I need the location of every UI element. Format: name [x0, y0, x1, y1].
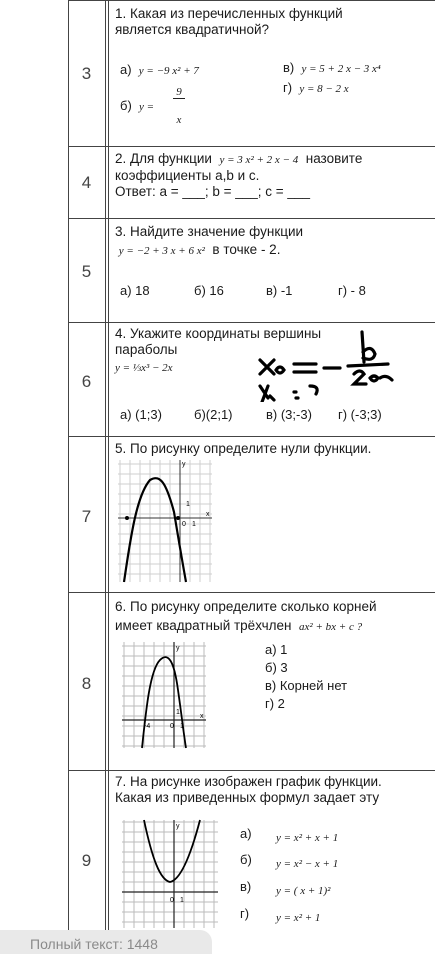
option-b: [120, 98, 154, 113]
row-number: 5: [81, 262, 92, 281]
row-number: 4: [81, 173, 92, 192]
tick-label: 1: [186, 501, 190, 508]
option-label: а): [120, 62, 132, 77]
question-text: назовите: [305, 151, 363, 166]
question-text: 1. Какая из перечисленных функций: [115, 6, 343, 21]
fraction-denominator: x: [176, 114, 182, 126]
tick-label: 1: [180, 723, 184, 730]
tick-label: 1: [180, 897, 184, 904]
parabola-graph: [120, 818, 220, 930]
option-b-formula: y = x² − x + 1: [276, 858, 339, 870]
option-c-label: в): [240, 879, 252, 894]
row-number: 6: [81, 372, 92, 391]
full-text-label: Полный текст: 1448: [30, 936, 158, 952]
option-c-formula: y = ( x + 1)²: [276, 885, 331, 897]
parabola-graph: [120, 640, 208, 750]
option-b: б)(2;1): [194, 407, 233, 422]
row-number: 9: [81, 851, 92, 870]
question-text: в точке - 2.: [212, 242, 281, 257]
formula: y =: [139, 101, 155, 113]
axis-label: y: [176, 823, 180, 830]
question-text: 6. По рисунку определите сколько корней: [115, 599, 377, 614]
zero-point: [176, 516, 180, 520]
option-a: а) (1;3): [120, 407, 162, 422]
full-text-badge[interactable]: [0, 930, 212, 954]
row-number: 7: [81, 507, 92, 526]
option-c: в) Корней нет: [265, 678, 348, 693]
option-d: г) - 8: [338, 283, 366, 298]
row-border: [68, 592, 435, 593]
formula: y = −9 x² + 7: [138, 65, 199, 77]
question-text: Какая из приведенных формул задает эту: [115, 790, 380, 805]
formula: y = ⅓x³ − 2x: [115, 362, 173, 374]
parabola-graph: [116, 456, 214, 584]
question-7: [115, 774, 382, 806]
option-label: г): [283, 80, 293, 95]
axis-label: x: [206, 511, 210, 518]
option-d: г) 2: [265, 696, 285, 711]
option-c: в) -1: [266, 283, 293, 298]
axis-label: x: [200, 713, 204, 720]
formula: y = 3 x² + 2 x − 4: [219, 154, 299, 166]
question-6: [115, 597, 377, 637]
option-c: [283, 60, 381, 75]
option-b-label: б): [240, 852, 252, 867]
question-text: 2. Для функции: [115, 151, 212, 166]
column-border: [68, 0, 69, 948]
question-text: параболы: [115, 342, 178, 357]
column-border: [108, 0, 109, 948]
row-number: 3: [81, 64, 92, 83]
formula: y = −2 + 3 x + 6 x²: [118, 245, 205, 257]
question-text: 3. Найдите значение функции: [115, 224, 304, 239]
option-d: [283, 80, 349, 95]
formula: y = 8 − 2 x: [299, 83, 349, 95]
option-d-formula: y = x² + 1: [276, 912, 321, 924]
tick-label: 1: [176, 709, 180, 716]
question-text: является квадратичной?: [115, 22, 270, 37]
axis-label: y: [176, 645, 180, 652]
question-2: [115, 151, 362, 200]
question-text: имеет квадратный трёхчлен: [115, 618, 292, 633]
formula: y = 5 + 2 x − 3 x⁴: [301, 63, 381, 75]
option-label: б): [120, 98, 132, 113]
question-1: [115, 6, 343, 38]
axis-label: y: [182, 461, 186, 468]
question-3: [115, 224, 303, 259]
question-text: 7. На рисунке изображен график функции.: [115, 774, 382, 789]
option-label: в): [283, 60, 295, 75]
option-a: а) 18: [120, 283, 150, 298]
zero-point: [125, 516, 129, 520]
option-d-label: г): [240, 906, 250, 921]
handwritten-note: [250, 322, 435, 402]
row-border: [68, 218, 435, 219]
tick-label: 1: [192, 521, 196, 528]
row-border: [68, 436, 435, 437]
option-a: [120, 62, 199, 77]
formula: ax² + bx + c ?: [299, 621, 363, 633]
row-border: [68, 146, 435, 147]
option-b: б) 16: [194, 283, 224, 298]
tick-label: -4: [144, 723, 151, 730]
answer-line: Ответ: a = ___; b = ___; c = ___: [115, 184, 310, 199]
fraction-numerator: 9: [173, 86, 185, 99]
option-c: в) (3;-3): [266, 407, 312, 422]
column-border: [105, 0, 106, 948]
row-number: 8: [81, 674, 92, 693]
option-a-formula: y = x² + x + 1: [276, 832, 339, 844]
row-border: [68, 770, 435, 771]
question-text: 4. Укажите координаты вершины: [115, 326, 322, 341]
option-d: г) (-3;3): [338, 407, 382, 422]
tick-label: 0: [182, 521, 186, 528]
question-5: 5. По рисунку определите нули функции.: [115, 441, 372, 456]
row-border: [68, 0, 435, 1]
option-a-label: а): [240, 826, 252, 841]
option-b: б) 3: [265, 660, 288, 675]
tick-label: 0: [170, 897, 174, 904]
question-text: коэффициенты a,b и c.: [115, 168, 260, 183]
option-a: а) 1: [265, 642, 288, 657]
tick-label: 0: [170, 723, 174, 730]
